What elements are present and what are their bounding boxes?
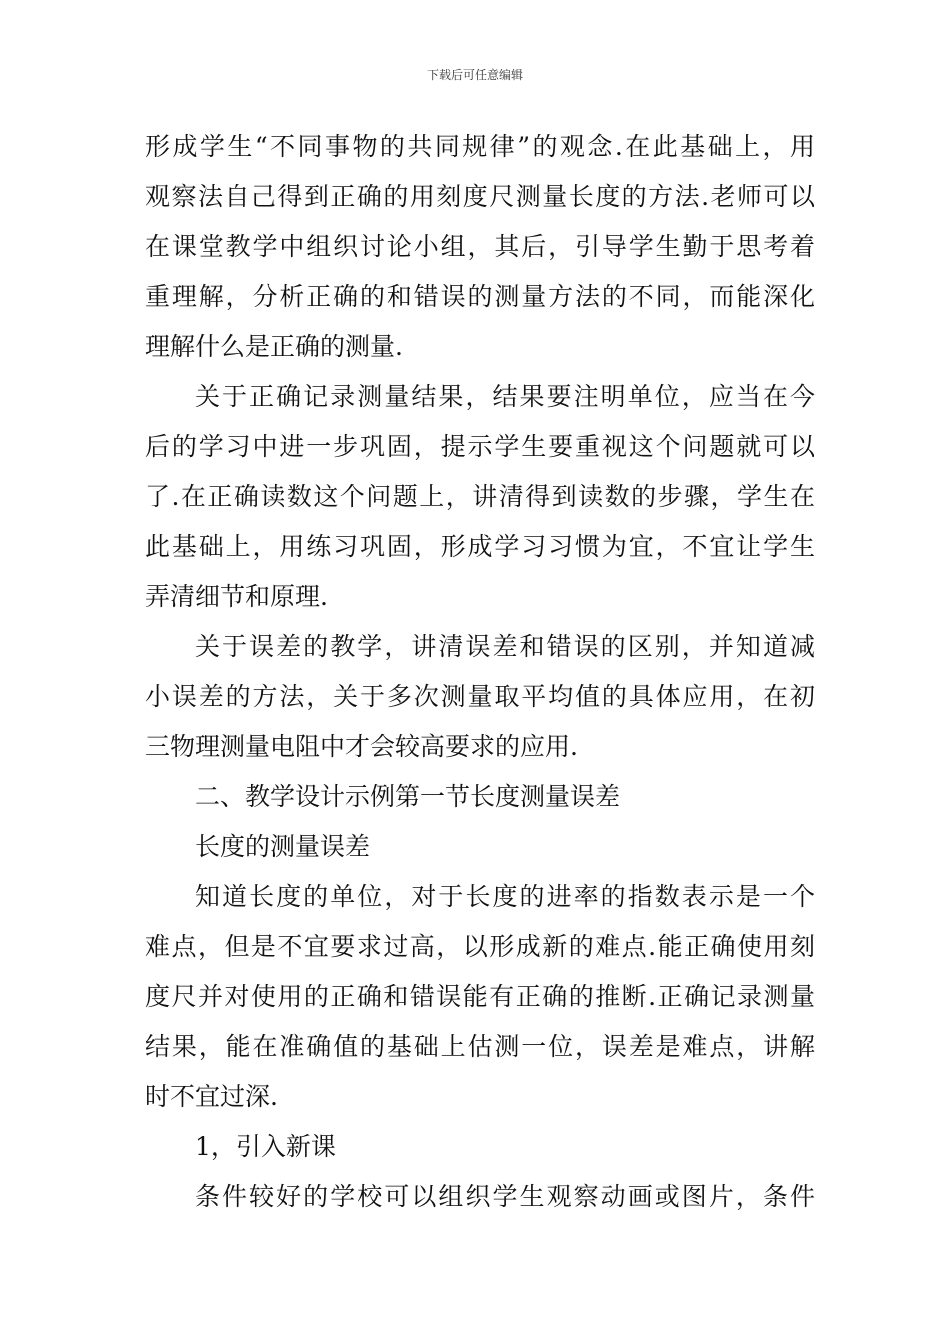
text-line: 关于误差的教学，讲清误差和错误的区别，并知道减 (195, 632, 815, 661)
text-line: 在课堂教学中组织讨论小组，其后，引导学生勤于思考着 (145, 232, 815, 261)
text-line: 1，引入新课 (195, 1132, 336, 1161)
text-line: 后的学习中进一步巩固，提示学生要重视这个问题就可以 (145, 432, 815, 461)
text-line: 此基础上，用练习巩固，形成学习习惯为宜，不宜让学生 (145, 532, 815, 561)
text-line: 条件较好的学校可以组织学生观察动画或图片，条件 (195, 1182, 815, 1211)
text-line: 弄清细节和原理. (145, 582, 328, 611)
text-line: 小误差的方法，关于多次测量取平均值的具体应用，在初 (145, 682, 815, 711)
text-line: 观察法自己得到正确的用刻度尺测量长度的方法.老师可以 (145, 182, 815, 211)
text-line: 长度的测量误差 (195, 832, 371, 861)
text-line: 理解什么是正确的测量. (145, 332, 403, 361)
text-line: 重理解，分析正确的和错误的测量方法的不同，而能深化 (145, 282, 815, 311)
text-line: 了.在正确读数这个问题上，讲清得到读数的步骤，学生在 (145, 482, 815, 511)
text-line: 难点，但是不宜要求过高，以形成新的难点.能正确使用刻 (145, 932, 815, 961)
text-line: 时不宜过深. (145, 1082, 278, 1111)
text-line: 度尺并对使用的正确和错误能有正确的推断.正确记录测量 (145, 982, 815, 1011)
text-line: 三物理测量电阻中才会较高要求的应用. (145, 732, 578, 761)
text-line: 形成学生“不同事物的共同规律”的观念.在此基础上，用 (145, 132, 815, 161)
page-header: 下载后可任意编辑 (426, 68, 523, 82)
text-line: 二、教学设计示例第一节长度测量误差 (195, 782, 621, 811)
text-line: 知道长度的单位，对于长度的进率的指数表示是一个 (195, 882, 815, 911)
text-line: 关于正确记录测量结果，结果要注明单位，应当在今 (195, 382, 815, 411)
text-line: 结果，能在准确值的基础上估测一位，误差是难点，讲解 (145, 1032, 815, 1061)
